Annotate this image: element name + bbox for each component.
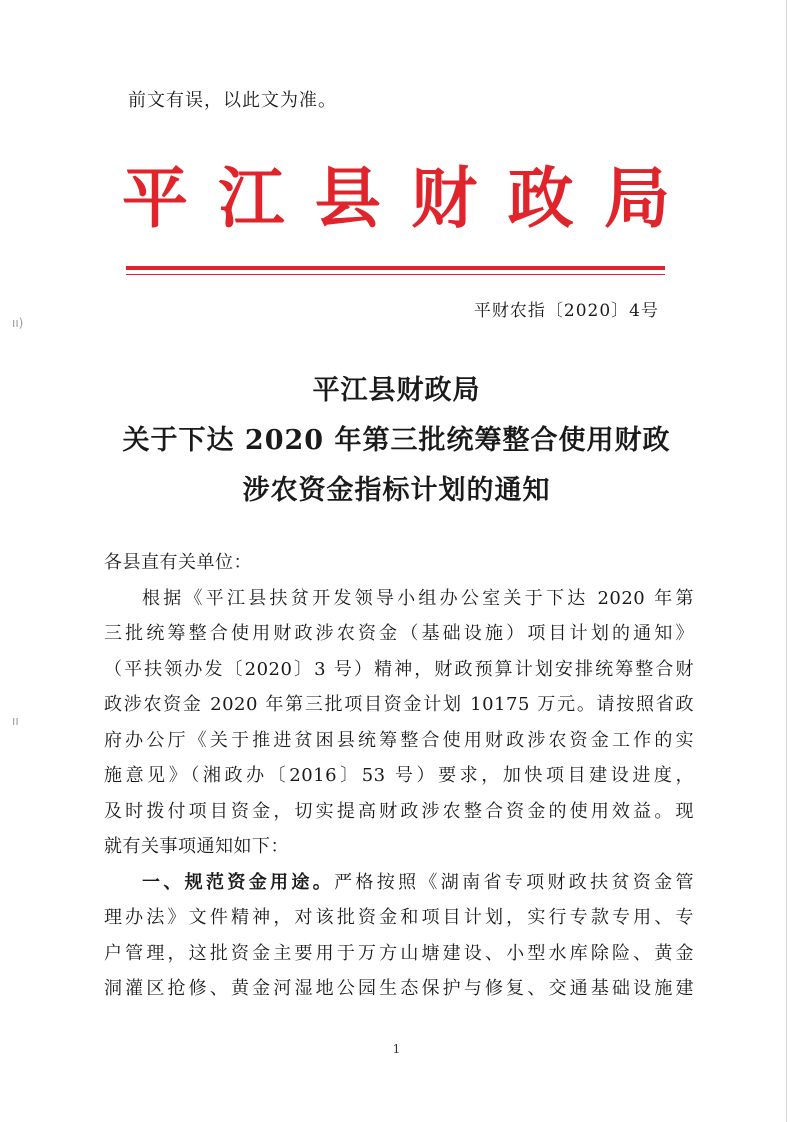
header-char: 县 <box>314 160 381 237</box>
scan-artifact: ıı <box>12 714 19 728</box>
document-number: 平财农指〔2020〕4号 <box>473 301 659 321</box>
section-1-text: 严格按照《湖南省专项财政扶贫资金管 <box>334 871 695 893</box>
body-line: 及时拨付项目资金，切实提高财政涉农整合资金的使用效益。现 <box>104 800 694 822</box>
body-line: 户管理，这批资金主要用于万方山塘建设、小型水库除险、黄金 <box>104 942 694 964</box>
body-line: 就有关事项通知如下： <box>104 836 289 857</box>
title-line: 平江县财政局 <box>312 375 481 406</box>
header-char: 江 <box>218 160 285 237</box>
section-1-first-line <box>104 865 694 901</box>
body-line: 洞灌区抢修、黄金河湿地公园生态保护与修复、交通基础设施建 <box>104 978 694 999</box>
header-char: 财 <box>411 160 478 237</box>
scan-artifact: ıı) <box>12 316 24 330</box>
header-char: 平 <box>122 160 188 237</box>
header-char: 政 <box>507 160 574 237</box>
header-char: 局 <box>603 160 670 237</box>
issuer-header <box>116 160 676 238</box>
section-1-heading: 一、规范资金用途。 <box>142 871 335 893</box>
body-line: 府办公厅《关于推进贫困县统筹整合使用财政涉农资金工作的实 <box>104 729 694 751</box>
red-divider-thick <box>126 266 665 270</box>
document-title <box>80 366 713 516</box>
scan-edge-line <box>786 0 787 1122</box>
red-divider-thin <box>126 274 665 275</box>
body-line: 施意见》（湘政办〔2016〕53 号）要求，加快项目建设进度， <box>104 765 694 786</box>
salutation: 各县直有关单位： <box>104 552 252 573</box>
title-line: 涉农资金指标计划的通知 <box>242 475 551 506</box>
document-body <box>104 545 694 1007</box>
body-line: 三批统筹整合使用财政涉农资金（基础设施）项目计划的通知》 <box>104 623 694 644</box>
page-number: 1 <box>392 1042 401 1056</box>
title-line: 关于下达 2020 年第三批统筹整合使用财政 <box>122 425 671 456</box>
body-line: 政涉农资金 2020 年第三批项目资金计划 10175 万元。请按照省政 <box>104 694 694 715</box>
body-line: （平扶领办发〔2020〕3 号）精神，财政预算计划安排统筹整合财 <box>104 658 694 680</box>
body-line: 理办法》文件精神，对该批资金和项目计划，实行专款专用、专 <box>104 907 694 928</box>
correction-note: 前文有误，以此文为准。 <box>128 90 337 111</box>
body-line: 根据《平江县扶贫开发领导小组办公室关于下达 2020 年第 <box>142 587 694 609</box>
